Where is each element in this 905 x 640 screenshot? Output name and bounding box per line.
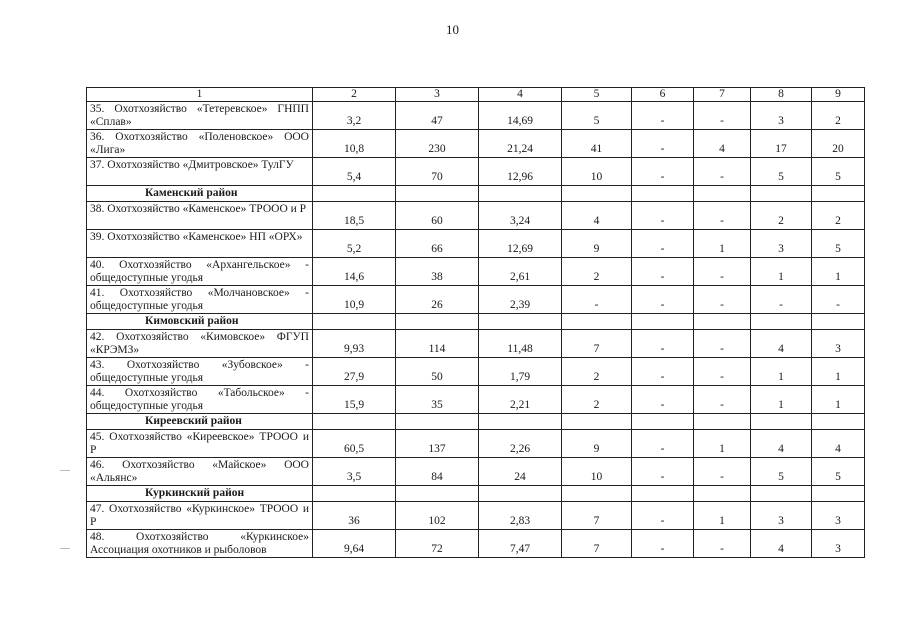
column-header: 8 <box>751 88 812 102</box>
value-cell: 2,26 <box>479 430 562 458</box>
margin-mark <box>60 548 70 549</box>
value-cell: 84 <box>396 458 479 486</box>
value-cell: 230 <box>396 130 479 158</box>
value-cell: 1,79 <box>479 358 562 386</box>
value-cell: 36 <box>313 502 396 530</box>
value-cell: - <box>632 430 694 458</box>
value-cell: 5 <box>562 102 632 130</box>
value-cell: 114 <box>396 330 479 358</box>
value-cell: - <box>632 130 694 158</box>
table-row <box>87 130 865 158</box>
value-cell: 3 <box>812 530 865 558</box>
value-cell: 9 <box>562 430 632 458</box>
empty-cell <box>632 414 694 430</box>
value-cell: 18,5 <box>313 202 396 230</box>
value-cell: 27,9 <box>313 358 396 386</box>
value-cell: - <box>632 358 694 386</box>
value-cell: 2,39 <box>479 286 562 314</box>
hunting-ground-name: 45. Охотхозяйство «Киреевское» ТРООО и Р <box>87 430 313 458</box>
value-cell: - <box>694 158 751 186</box>
value-cell: 41 <box>562 130 632 158</box>
value-cell: - <box>751 286 812 314</box>
value-cell: 2 <box>812 102 865 130</box>
empty-cell <box>396 486 479 502</box>
value-cell: 5 <box>812 230 865 258</box>
value-cell: 60,5 <box>313 430 396 458</box>
value-cell: 3 <box>812 502 865 530</box>
empty-cell <box>479 186 562 202</box>
value-cell: 72 <box>396 530 479 558</box>
empty-cell <box>751 414 812 430</box>
value-cell: 4 <box>751 430 812 458</box>
value-cell: 3 <box>812 330 865 358</box>
value-cell: - <box>632 386 694 414</box>
hunting-ground-name: 47. Охотхозяйство «Куркинское» ТРООО и Р <box>87 502 313 530</box>
table-body <box>87 88 865 558</box>
empty-cell <box>812 186 865 202</box>
value-cell: 17 <box>751 130 812 158</box>
district-row <box>87 186 865 202</box>
value-cell: 4 <box>812 430 865 458</box>
value-cell: 1 <box>751 258 812 286</box>
empty-cell <box>694 486 751 502</box>
value-cell: 70 <box>396 158 479 186</box>
value-cell: - <box>694 102 751 130</box>
value-cell: 10 <box>562 458 632 486</box>
value-cell: 14,6 <box>313 258 396 286</box>
value-cell: 3,2 <box>313 102 396 130</box>
column-header: 9 <box>812 88 865 102</box>
value-cell: - <box>694 358 751 386</box>
empty-cell <box>632 314 694 330</box>
empty-cell <box>632 486 694 502</box>
value-cell: 12,96 <box>479 158 562 186</box>
district-row <box>87 414 865 430</box>
value-cell: 50 <box>396 358 479 386</box>
table-row <box>87 502 865 530</box>
empty-cell <box>396 414 479 430</box>
value-cell: - <box>632 530 694 558</box>
table-row <box>87 258 865 286</box>
hunting-ground-name: 44. Охотхозяйство «Табольское» - общедоступные угодья <box>87 386 313 414</box>
value-cell: - <box>694 530 751 558</box>
column-header: 6 <box>632 88 694 102</box>
hunting-ground-name: 36. Охотхозяйство «Поленовское» ООО «Лига» <box>87 130 313 158</box>
page-number: 10 <box>446 22 459 37</box>
hunting-ground-name: 48. Охотхозяйство «Куркинское» Ассоциация охотников и рыболовов <box>87 530 313 558</box>
value-cell: 1 <box>812 258 865 286</box>
hunting-grounds-table <box>86 87 865 558</box>
value-cell: 137 <box>396 430 479 458</box>
value-cell: 9,64 <box>313 530 396 558</box>
value-cell: 11,48 <box>479 330 562 358</box>
value-cell: 24 <box>479 458 562 486</box>
value-cell: 2 <box>751 202 812 230</box>
district-name: Кимовский район <box>87 314 313 330</box>
value-cell: - <box>694 258 751 286</box>
value-cell: 21,24 <box>479 130 562 158</box>
column-header: 5 <box>562 88 632 102</box>
empty-cell <box>812 314 865 330</box>
hunting-ground-name: 39. Охотхозяйство «Каменское» НП «ОРХ» <box>87 230 313 258</box>
empty-cell <box>313 414 396 430</box>
value-cell: 7 <box>562 502 632 530</box>
empty-cell <box>562 486 632 502</box>
value-cell: 26 <box>396 286 479 314</box>
district-name: Куркинский район <box>87 486 313 502</box>
value-cell: 10,9 <box>313 286 396 314</box>
column-header: 4 <box>479 88 562 102</box>
value-cell: - <box>632 102 694 130</box>
value-cell: 14,69 <box>479 102 562 130</box>
empty-cell <box>751 314 812 330</box>
table-row <box>87 230 865 258</box>
empty-cell <box>479 414 562 430</box>
empty-cell <box>694 314 751 330</box>
column-header: 1 <box>87 88 313 102</box>
value-cell: 4 <box>694 130 751 158</box>
value-cell: - <box>812 286 865 314</box>
value-cell: 5 <box>751 458 812 486</box>
value-cell: 7 <box>562 530 632 558</box>
value-cell: 3 <box>751 230 812 258</box>
value-cell: 2 <box>562 358 632 386</box>
value-cell: - <box>694 202 751 230</box>
empty-cell <box>313 486 396 502</box>
table-row <box>87 530 865 558</box>
value-cell: 1 <box>694 230 751 258</box>
district-row <box>87 314 865 330</box>
value-cell: 38 <box>396 258 479 286</box>
column-header: 3 <box>396 88 479 102</box>
empty-cell <box>479 486 562 502</box>
value-cell: - <box>694 458 751 486</box>
table-row <box>87 330 865 358</box>
value-cell: - <box>632 330 694 358</box>
empty-cell <box>632 186 694 202</box>
value-cell: 7,47 <box>479 530 562 558</box>
empty-cell <box>751 186 812 202</box>
value-cell: 47 <box>396 102 479 130</box>
value-cell: 5,4 <box>313 158 396 186</box>
hunting-ground-name: 41. Охотхозяйство «Молчановское» - общедоступные угодья <box>87 286 313 314</box>
column-header: 2 <box>313 88 396 102</box>
value-cell: 60 <box>396 202 479 230</box>
value-cell: 2 <box>562 258 632 286</box>
column-header: 7 <box>694 88 751 102</box>
table-row <box>87 202 865 230</box>
value-cell: 35 <box>396 386 479 414</box>
value-cell: 10,8 <box>313 130 396 158</box>
hunting-ground-name: 46. Охотхозяйство «Майское» ООО «Альянс» <box>87 458 313 486</box>
value-cell: 3 <box>751 102 812 130</box>
hunting-ground-name: 43. Охотхозяйство «Зубовское» - общедоступные угодья <box>87 358 313 386</box>
table-row <box>87 386 865 414</box>
value-cell: 2 <box>812 202 865 230</box>
empty-cell <box>812 486 865 502</box>
value-cell: 1 <box>694 430 751 458</box>
hunting-ground-name: 38. Охотхозяйство «Каменское» ТРООО и Р <box>87 202 313 230</box>
empty-cell <box>396 186 479 202</box>
value-cell: - <box>694 286 751 314</box>
value-cell: 2,83 <box>479 502 562 530</box>
value-cell: - <box>632 230 694 258</box>
value-cell: 5 <box>751 158 812 186</box>
value-cell: 66 <box>396 230 479 258</box>
empty-cell <box>562 414 632 430</box>
value-cell: 4 <box>562 202 632 230</box>
value-cell: 15,9 <box>313 386 396 414</box>
value-cell: 1 <box>812 358 865 386</box>
empty-cell <box>562 314 632 330</box>
value-cell: 3 <box>751 502 812 530</box>
margin-mark <box>60 470 70 471</box>
value-cell: - <box>632 502 694 530</box>
value-cell: 2,61 <box>479 258 562 286</box>
value-cell: 9 <box>562 230 632 258</box>
value-cell: 5,2 <box>313 230 396 258</box>
value-cell: 10 <box>562 158 632 186</box>
value-cell: - <box>632 202 694 230</box>
value-cell: 20 <box>812 130 865 158</box>
hunting-ground-name: 37. Охотхозяйство «Дмитровское» ТулГУ <box>87 158 313 186</box>
value-cell: 2,21 <box>479 386 562 414</box>
value-cell: 1 <box>751 386 812 414</box>
value-cell: - <box>632 258 694 286</box>
hunting-ground-name: 40. Охотхозяйство «Архангельское» - общедоступные угодья <box>87 258 313 286</box>
value-cell: 2 <box>562 386 632 414</box>
empty-cell <box>694 186 751 202</box>
value-cell: - <box>562 286 632 314</box>
empty-cell <box>562 186 632 202</box>
table-row <box>87 458 865 486</box>
value-cell: 3,24 <box>479 202 562 230</box>
value-cell: - <box>632 286 694 314</box>
value-cell: 12,69 <box>479 230 562 258</box>
table-header-row <box>87 88 865 102</box>
table-row <box>87 430 865 458</box>
empty-cell <box>812 414 865 430</box>
value-cell: 102 <box>396 502 479 530</box>
value-cell: 4 <box>751 530 812 558</box>
hunting-ground-name: 35. Охотхозяйство «Тетеревское» ГНПП «Сплав» <box>87 102 313 130</box>
value-cell: 7 <box>562 330 632 358</box>
table-row <box>87 358 865 386</box>
empty-cell <box>751 486 812 502</box>
value-cell: 5 <box>812 158 865 186</box>
table-row <box>87 286 865 314</box>
value-cell: 9,93 <box>313 330 396 358</box>
value-cell: - <box>694 330 751 358</box>
empty-cell <box>313 186 396 202</box>
value-cell: 1 <box>751 358 812 386</box>
empty-cell <box>479 314 562 330</box>
empty-cell <box>396 314 479 330</box>
value-cell: - <box>632 158 694 186</box>
value-cell: 4 <box>751 330 812 358</box>
value-cell: - <box>694 386 751 414</box>
district-name: Каменский район <box>87 186 313 202</box>
value-cell: 3,5 <box>313 458 396 486</box>
district-row <box>87 486 865 502</box>
value-cell: - <box>632 458 694 486</box>
value-cell: 1 <box>694 502 751 530</box>
district-name: Киреевский район <box>87 414 313 430</box>
table-row <box>87 102 865 130</box>
empty-cell <box>694 414 751 430</box>
hunting-ground-name: 42. Охотхозяйство «Кимовское» ФГУП «КРЭМЗ» <box>87 330 313 358</box>
value-cell: 5 <box>812 458 865 486</box>
empty-cell <box>313 314 396 330</box>
table-row <box>87 158 865 186</box>
value-cell: 1 <box>812 386 865 414</box>
